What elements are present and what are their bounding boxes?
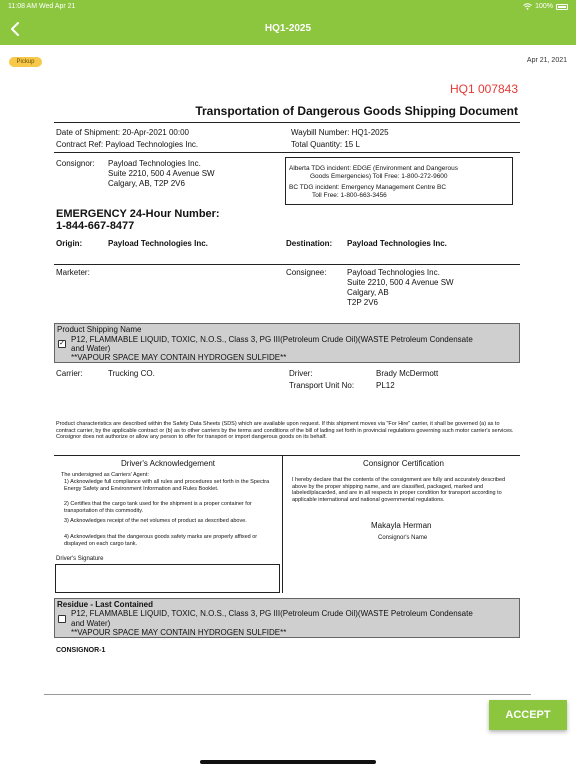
consignee-line-2: Suite 2210, 500 4 Avenue SW (347, 278, 454, 287)
consignor-line-3: Calgary, AB, T2P 2V6 (108, 179, 185, 188)
driver-ack-item-3: 3) Acknowledges receipt of the net volumes of product as described above. (64, 518, 247, 524)
tdg-incident-box (285, 157, 513, 205)
psn-header: Product Shipping Name (57, 325, 142, 334)
driver-label: Driver: (289, 369, 313, 378)
destination-label: Destination: (286, 239, 333, 248)
transport-unit-label: Transport Unit No: (289, 381, 355, 390)
waybill-number: Waybill Number: HQ1-2025 (291, 128, 389, 137)
consignee-line-4: T2P 2V6 (347, 298, 378, 307)
consignor-label: Consignor: (56, 159, 95, 168)
residue-line-3: **VAPOUR SPACE MAY CONTAIN HYDROGEN SULFIDE** (71, 628, 287, 637)
carrier-value: Trucking CO. (108, 369, 155, 378)
alberta-line-1: Alberta TDG incident: EDGE (Environment and Dangerous (289, 165, 458, 172)
copy-label: CONSIGNOR-1 (56, 647, 106, 654)
emergency-number: 1-844-667-8477 (56, 220, 135, 232)
signature-line (44, 694, 531, 695)
origin-label: Origin: (56, 239, 83, 248)
sds-disclaimer: Product characteristics are described within the Safety Data Sheets (SDS) which are available upon request. If this shipment moves via "For Hire" carrier, it shall be governed (a) as to contract carrier, by the applicable contract or (b) as to other carriers by the terms and conditions of the bill of lading set forth in provincial regulations governing such motor carrier's services. Consignor does not authorize or allow any person to offer for transport or import dangerous goods on its behalf. (56, 421, 514, 440)
origin-value: Payload Technologies Inc. (108, 239, 208, 248)
transport-unit-value: PL12 (376, 381, 395, 390)
nav-title: HQ1-2025 (264, 23, 312, 34)
residue-line-2: and Water) (71, 619, 111, 628)
driver-signature-field[interactable] (55, 564, 280, 593)
product-shipping-name-section (54, 323, 520, 363)
divider (54, 152, 520, 153)
wifi-icon (523, 3, 532, 10)
residue-line-1: P12, FLAMMABLE LIQUID, TOXIC, N.O.S., Class 3, PG III(Petroleum Crude Oil)(WASTE Petroleum Condensate (71, 609, 473, 618)
consignee-line-1: Payload Technologies Inc. (347, 268, 440, 277)
divider (54, 455, 520, 456)
bc-line-2: Toll Free: 1-800-663-3456 (312, 192, 387, 199)
carrier-label: Carrier: (56, 369, 83, 378)
status-bar (0, 0, 576, 14)
accept-button[interactable]: ACCEPT (489, 700, 567, 730)
document-date: Apr 21, 2021 (526, 57, 567, 64)
emergency-label: EMERGENCY 24-Hour Number: (56, 208, 220, 220)
status-right (523, 3, 568, 10)
document-number: HQ1 007843 (449, 82, 518, 96)
driver-signature-label: Driver's Signature (56, 556, 104, 562)
home-indicator (200, 760, 376, 764)
status-time-date: 11:08 AM Wed Apr 21 (8, 3, 76, 10)
driver-ack-title: Driver's Acknowledgement (121, 459, 216, 468)
battery-percent: 100% (535, 3, 553, 10)
date-of-shipment: Date of Shipment: 20-Apr-2021 00:00 (56, 128, 189, 137)
psn-line-2: and Water) (71, 344, 111, 353)
consignor-line-2: Suite 2210, 500 4 Avenue SW (108, 169, 215, 178)
residue-header: Residue - Last Contained (57, 600, 154, 609)
residue-section (54, 598, 520, 638)
residue-checkbox[interactable] (58, 615, 66, 623)
psn-line-3: **VAPOUR SPACE MAY CONTAIN HYDROGEN SULFIDE** (71, 353, 287, 362)
consignor-name: Makayla Herman (371, 521, 432, 530)
driver-ack-intro: The undersigned as Carriers' Agent: (61, 472, 149, 478)
column-divider (282, 455, 283, 593)
status-badge: Pickup (9, 57, 42, 67)
nav-bar (0, 14, 576, 45)
driver-ack-item-4: 4) Acknowledges that the dangerous goods safety marks are properly affixed or displayed on each cargo tank. (64, 534, 258, 547)
driver-value: Brady McDermott (376, 369, 439, 378)
marketer-label: Marketer: (56, 268, 90, 277)
consignor-name-label: Consignor's Name (378, 535, 428, 541)
driver-ack-item-1: 1) Acknowledge full compliance with all rules and procedures set forth in the Spectra Energy Safety and Environment Information and Rules Booklet. (64, 479, 270, 492)
consignee-label: Consignee: (286, 268, 327, 277)
document-title: Transportation of Dangerous Goods Shipping Document (195, 104, 518, 118)
consignor-line-1: Payload Technologies Inc. (108, 159, 201, 168)
destination-value: Payload Technologies Inc. (347, 239, 447, 248)
psn-checkbox[interactable]: ✓ (59, 340, 65, 347)
driver-ack-item-2: 2) Certifies that the cargo tank used for the shipment is a proper container for transportation of this commodity. (64, 501, 252, 514)
contract-ref: Contract Ref: Payload Technologies Inc. (56, 140, 199, 149)
consignor-cert-text: I hereby declare that the contents of the consignment are fully and accurately described above by the proper shipping name, and are classified, packaged, marked and labeled/placarded, and are in all respects in proper condition for transport according to applicable international and national governmental regulations. (292, 477, 506, 503)
alberta-line-2: Goods Emergencies) Toll Free: 1-800-272-9600 (310, 173, 448, 180)
consignee-line-3: Calgary, AB (347, 288, 389, 297)
psn-line-1: P12, FLAMMABLE LIQUID, TOXIC, N.O.S., Class 3, PG III(Petroleum Crude Oil)(WASTE Petroleum Condensate (71, 335, 473, 344)
battery-icon (556, 4, 568, 10)
bc-line-1: BC TDG incident: Emergency Management Centre BC (289, 184, 447, 191)
consignor-cert-title: Consignor Certification (363, 459, 444, 468)
divider (54, 264, 520, 265)
divider (54, 122, 520, 123)
total-quantity: Total Quantity: 15 L (291, 140, 360, 149)
